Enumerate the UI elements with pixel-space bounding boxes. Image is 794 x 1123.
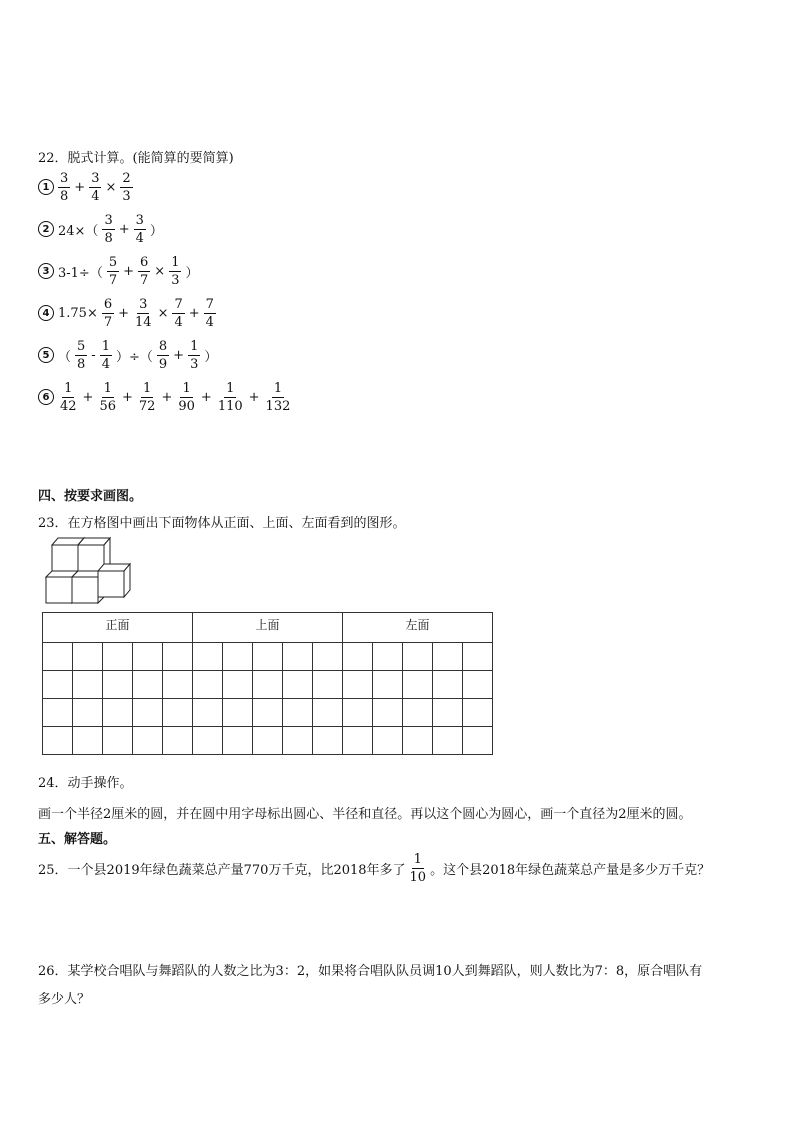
grid-cell (73, 727, 103, 755)
circled-number-3: 3 (38, 263, 54, 279)
grid-cell (283, 671, 313, 699)
view-grid (42, 612, 493, 755)
cube-stack-figure (42, 535, 137, 607)
grid-cell (433, 727, 463, 755)
grid-cell (313, 671, 343, 699)
operator: + (82, 389, 94, 405)
operator: 1.75× (58, 305, 98, 321)
grid-cell (103, 671, 133, 699)
grid-cell (373, 671, 403, 699)
expression-5 (38, 335, 219, 375)
circled-number-2: 2 (38, 221, 54, 237)
section-4-heading: 四、按要求画图。 (38, 489, 143, 504)
grid-cell (223, 699, 253, 727)
operator: × (157, 305, 169, 321)
grid-cell (343, 727, 373, 755)
q23-title: 23．在方格图中画出下面物体从正面、上面、左面看到的图形。 (38, 516, 406, 531)
grid-row (43, 671, 493, 699)
grid-cell (43, 671, 73, 699)
fraction: $\frac{7}{4}$ (174, 296, 183, 330)
grid-cell (73, 671, 103, 699)
grid-cell (403, 671, 433, 699)
fraction: $\frac{1}{3}$ (190, 338, 199, 372)
grid-cell (253, 643, 283, 671)
circled-number-6: 6 (38, 389, 54, 405)
grid-cell (223, 727, 253, 755)
grid-cell (373, 727, 403, 755)
fraction: $\frac{1}{132}$ (265, 380, 291, 414)
expression-4 (38, 293, 218, 333)
grid-cell (193, 643, 223, 671)
grid-cell (133, 671, 163, 699)
fraction: $\frac{3}{8}$ (104, 212, 113, 246)
grid-cell (283, 727, 313, 755)
operator: + (173, 347, 185, 363)
grid-cell (343, 699, 373, 727)
q25-before: 25．一个县2019年绿色蔬菜总产量770万千克，比2018年多了 (38, 862, 406, 878)
grid-row (43, 727, 493, 755)
grid-cell (163, 727, 193, 755)
grid-cell (133, 643, 163, 671)
expression-2 (38, 209, 165, 249)
fraction: $\frac{1}{42}$ (60, 380, 77, 414)
fraction: $\frac{1}{56}$ (99, 380, 116, 414)
grid-cell (103, 643, 133, 671)
fraction: $\frac{7}{4}$ (205, 296, 214, 330)
grid-cell (103, 699, 133, 727)
q26-line2: 多少人？ (38, 992, 91, 1007)
grid-cell (163, 699, 193, 727)
grid-cell (43, 727, 73, 755)
operator: + (123, 263, 135, 279)
grid-cell (313, 727, 343, 755)
fraction: $\frac{1}{110}$ (217, 380, 243, 414)
operator: × (105, 179, 117, 195)
grid-cell (283, 643, 313, 671)
operator: + (188, 305, 200, 321)
circled-number-1: 1 (38, 179, 54, 195)
cube-bottom-right (98, 564, 130, 597)
grid-cell (463, 699, 493, 727)
fraction: $\frac{3}{4}$ (91, 170, 100, 204)
fraction: $\frac{6}{7}$ (103, 296, 113, 330)
grid-cell (313, 643, 343, 671)
grid-cell (463, 643, 493, 671)
expression-3 (38, 251, 201, 291)
operator: 3-1÷（ (58, 265, 103, 281)
fraction: $\frac{1}{72}$ (138, 380, 156, 414)
q24-title: 24．动手操作。 (38, 776, 133, 791)
header-front-view: 正面 (43, 613, 193, 643)
header-top-view: 上面 (193, 613, 343, 643)
q25-text (38, 848, 710, 888)
operator: ） (204, 349, 218, 365)
grid-cell (433, 643, 463, 671)
expression-6 (38, 377, 294, 417)
grid-cell (403, 727, 433, 755)
grid-cell (343, 671, 373, 699)
grid-cell (253, 699, 283, 727)
operator: - (91, 347, 96, 363)
operator: ） (185, 265, 199, 281)
operator: + (118, 305, 130, 321)
operator: ）÷（ (115, 349, 153, 365)
grid-cell (253, 727, 283, 755)
fraction: $\frac{3}{14}$ (135, 296, 152, 330)
fraction: $\frac{5}{7}$ (108, 254, 118, 288)
q25-after: 。这个县2018年绿色蔬菜总产量是多少万千克？ (430, 862, 711, 878)
fraction: $\frac{1}{90}$ (178, 380, 195, 414)
operator: + (118, 221, 130, 237)
grid-cell (163, 643, 193, 671)
header-left-view: 左面 (343, 613, 493, 643)
grid-cell (313, 699, 343, 727)
grid-cell (253, 671, 283, 699)
grid-cell (403, 643, 433, 671)
grid-cell (373, 643, 403, 671)
grid-cell (133, 699, 163, 727)
fraction: $\frac{6}{7}$ (140, 254, 149, 288)
grid-cell (43, 699, 73, 727)
grid-cell (193, 699, 223, 727)
grid-cell (43, 643, 73, 671)
fraction: $\frac{1}{3}$ (171, 254, 180, 288)
grid-cell (193, 727, 223, 755)
operator: × (154, 263, 166, 279)
operator: + (74, 179, 86, 195)
grid-cell (463, 671, 493, 699)
operator: + (122, 389, 133, 405)
q26-line1: 26．某学校合唱队与舞蹈队的人数之比为3：2，如果将合唱队队员调10人到舞蹈队，则人数比为7：8，原合唱队有 (38, 964, 703, 979)
grid-cell (373, 699, 403, 727)
grid-cell (163, 671, 193, 699)
fraction: $\frac{3}{8}$ (60, 170, 69, 204)
q25-fraction: $\frac{1}{10}$ (409, 851, 427, 885)
circled-number-5: 5 (38, 347, 54, 363)
expression-1 (38, 167, 135, 207)
q22-title: 22．脱式计算。(能简算的要简算) (38, 151, 234, 166)
grid-cell (73, 643, 103, 671)
operator: + (200, 389, 212, 405)
section-5-heading: 五、解答题。 (38, 832, 117, 847)
fraction: $\frac{8}{9}$ (158, 338, 168, 372)
operator: （ (58, 349, 72, 365)
grid-cell (103, 727, 133, 755)
fraction: $\frac{1}{4}$ (101, 338, 110, 372)
grid-cell (433, 671, 463, 699)
grid-cell (223, 671, 253, 699)
fraction: $\frac{2}{3}$ (122, 170, 131, 204)
operator: + (248, 389, 260, 405)
operator: ） (149, 223, 163, 239)
grid-cell (223, 643, 253, 671)
grid-row (43, 699, 493, 727)
grid-cell (193, 671, 223, 699)
q24-body: 画一个半径2厘米的圆，并在圆中用字母标出圆心、半径和直径。再以这个圆心为圆心，画一个直径为2厘米的圆。 (38, 807, 692, 822)
grid-row (43, 643, 493, 671)
operator: 24×（ (58, 223, 99, 239)
grid-cell (433, 699, 463, 727)
fraction: $\frac{5}{8}$ (77, 338, 86, 372)
grid-cell (403, 699, 433, 727)
circled-number-4: 4 (38, 305, 54, 321)
grid-cell (343, 643, 373, 671)
grid-cell (133, 727, 163, 755)
operator: + (161, 389, 173, 405)
grid-cell (73, 699, 103, 727)
grid-cell (463, 727, 493, 755)
grid-cell (283, 699, 313, 727)
fraction: $\frac{3}{4}$ (135, 212, 144, 246)
